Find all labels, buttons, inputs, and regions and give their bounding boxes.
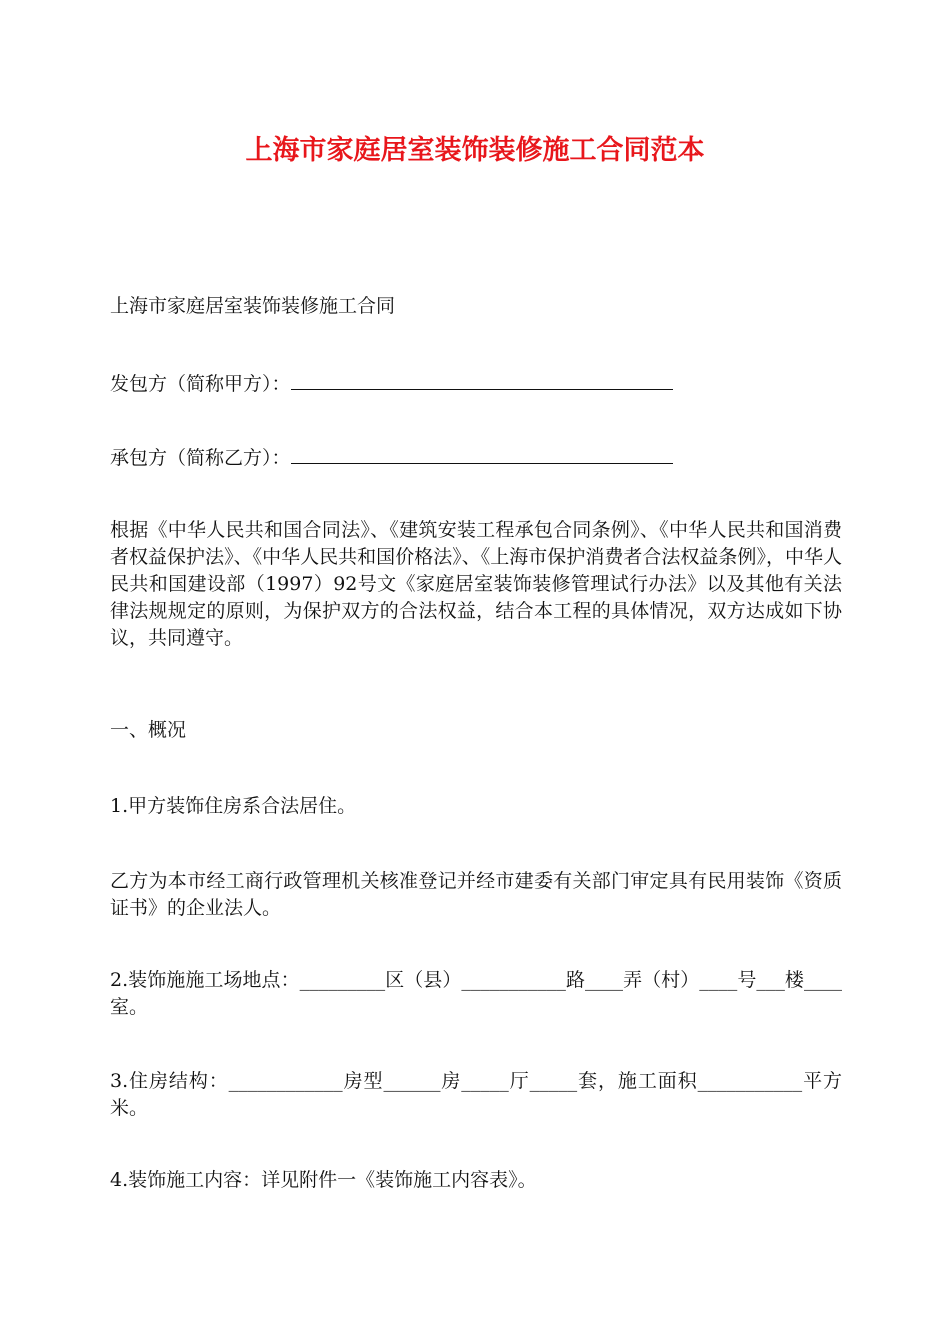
section-heading-overview: 一、概况 — [110, 719, 187, 741]
clause-1-contractor: 乙方为本市经工商行政管理机关核准登记并经市建委有关部门审定具有民用装饰《资质证书》的企业法人。 — [110, 870, 842, 919]
party-a-label: 发包方（简称甲方）： — [110, 373, 291, 395]
party-a-blank — [291, 369, 673, 390]
party-a-row — [110, 369, 673, 398]
clause-2-site-address: 2.装饰施施工场地点：_________区（县）___________路____弄（村）____号___楼____室。 — [110, 969, 842, 1018]
contract-heading: 上海市家庭居室装饰装修施工合同 — [110, 295, 396, 317]
preamble-paragraph: 根据《中华人民共和国合同法》、《建筑安装工程承包合同条例》、《中华人民共和国消费者权益保护法》、《中华人民共和国价格法》、《上海市保护消费者合法权益条例》，中华人民共和国建设部（1997）92号文《家庭居室装饰装修管理试行办法》以及其他有关法律法规规定的原则，为保护双方的合法权益，结合本工程的具体情况，双方达成如下协议，共同遵守。 — [110, 519, 842, 649]
clause-3-structure: 3.住房结构：____________房型______房_____厅_____套，施工面积___________平方米。 — [110, 1070, 842, 1119]
party-b-label: 承包方（简称乙方）： — [110, 447, 291, 469]
party-b-row — [110, 443, 673, 472]
clause-4-content: 4.装饰施工内容：详见附件一《装饰施工内容表》。 — [110, 1169, 537, 1191]
document-title: 上海市家庭居室装饰装修施工合同范本 — [245, 135, 705, 166]
clause-1: 1.甲方装饰住房系合法居住。 — [110, 795, 357, 817]
party-b-blank — [291, 443, 673, 464]
